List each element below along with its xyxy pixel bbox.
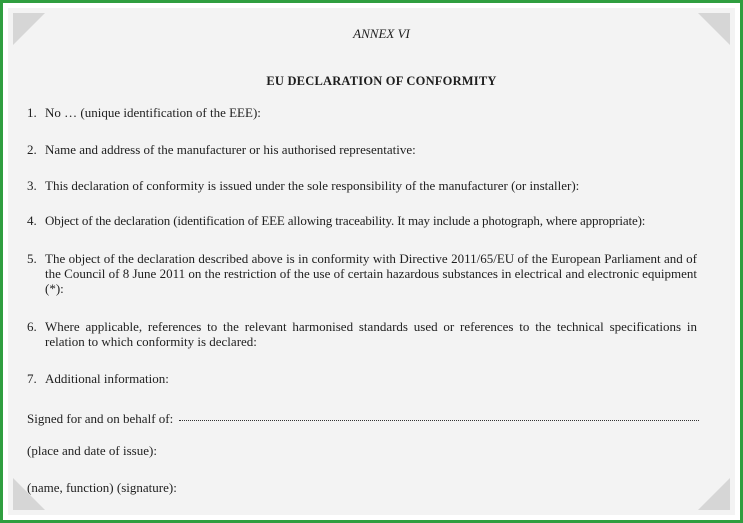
list-item bbox=[27, 319, 697, 349]
item-text: The object of the declaration described above is in conformity with Directive 2011/65/EU of the European Parliament and of the Council of 8 June 2011 on the restriction of the use of certain hazardous substances in electrical and electronic equipment (*): bbox=[45, 251, 697, 296]
item-number: 3. bbox=[27, 178, 37, 193]
signature-dotted-line[interactable] bbox=[179, 410, 699, 421]
list-item bbox=[27, 213, 697, 228]
item-text: Name and address of the manufacturer or his authorised representative: bbox=[45, 142, 416, 157]
item-number: 4. bbox=[27, 213, 37, 228]
annex-heading: ANNEX VI bbox=[353, 26, 410, 41]
item-number: 5. bbox=[27, 251, 37, 266]
place-date-label: (place and date of issue): bbox=[27, 443, 157, 458]
list-item bbox=[27, 178, 697, 193]
signed-line bbox=[27, 411, 699, 426]
photo-corner-bottom-right bbox=[698, 478, 730, 510]
list-item bbox=[27, 371, 697, 386]
item-text: Additional information: bbox=[45, 371, 169, 386]
item-text: No … (unique identification of the EEE): bbox=[45, 105, 261, 120]
signed-label: Signed for and on behalf of: bbox=[27, 411, 174, 426]
list-item bbox=[27, 251, 697, 296]
item-number: 1. bbox=[27, 105, 37, 120]
list-item bbox=[27, 142, 697, 157]
list-item bbox=[27, 105, 697, 120]
document-page bbox=[8, 8, 735, 515]
item-text: This declaration of conformity is issued under the sole responsibility of the manufacturer (or installer): bbox=[45, 178, 580, 193]
item-number: 6. bbox=[27, 319, 37, 334]
item-text: Where applicable, references to the relevant harmonised standards used or references to the technical specifications in relation to which conformity is declared: bbox=[45, 319, 697, 349]
item-text: Object of the declaration (identification of EEE allowing traceability. It may include a photograph, where appropriate): bbox=[45, 213, 646, 228]
document-title: EU DECLARATION OF CONFORMITY bbox=[266, 74, 497, 88]
item-number: 2. bbox=[27, 142, 37, 157]
item-number: 7. bbox=[27, 371, 37, 386]
name-function-label: (name, function) (signature): bbox=[27, 480, 177, 495]
